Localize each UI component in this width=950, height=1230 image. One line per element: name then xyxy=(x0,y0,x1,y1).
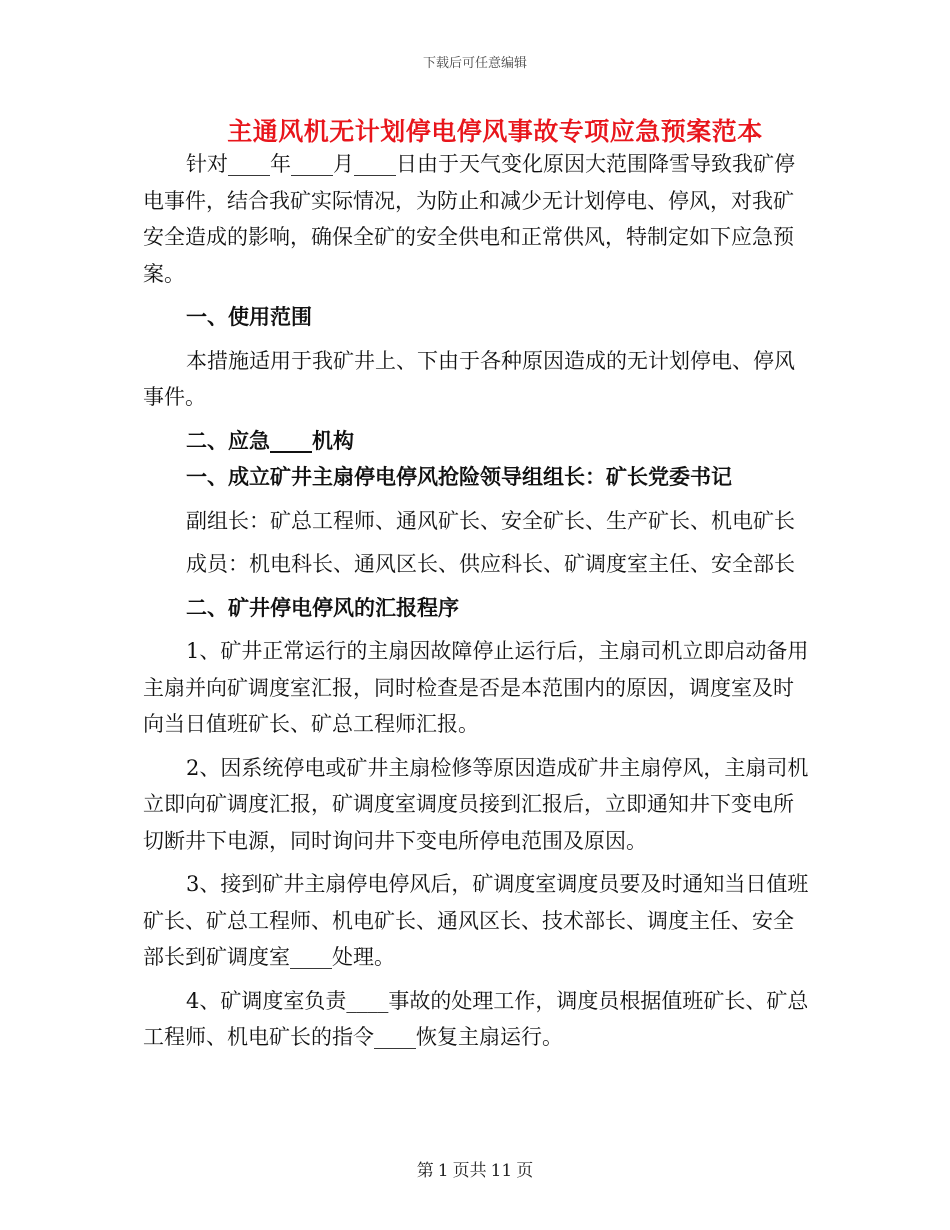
page-mid: 页共 xyxy=(452,1161,487,1181)
section-heading-reporting: 二、矿井停电停风的汇报程序 xyxy=(186,594,459,620)
section-heading-organization: 二、应急____机构 xyxy=(186,427,354,453)
page-total: 11 xyxy=(490,1161,513,1181)
members-paragraph: 成员：机电科长、通风区长、供应科长、矿调度室主任、安全部长 xyxy=(186,552,795,576)
header-note: 下载后可任意编辑 xyxy=(422,56,527,71)
page-suffix: 页 xyxy=(516,1161,534,1181)
leadership-group-heading: 一、成立矿井主扇停电停风抢险领导组组长：矿长党委书记 xyxy=(186,464,732,489)
page-prefix: 第 xyxy=(416,1161,434,1181)
deputy-leaders-paragraph: 副组长：矿总工程师、通风矿长、安全矿长、生产矿长、机电矿长 xyxy=(186,508,795,533)
reporting-step-3: 3、接到矿井主扇停电停风后，矿调度室调度员要及时通知当日值班矿长、矿总工程师、机电矿长、通风区长、技术部长、调度主任、安全部长到矿调度室____处理。 xyxy=(143,872,809,969)
page-number: 1 xyxy=(437,1161,449,1181)
intro-paragraph: 针对____年____月____日由于天气变化原因大范围降雪导致我矿停电事件，结合我矿实际情况，为防止和减少无计划停电、停风，对我矿安全造成的影响，确保全矿的安全供电和正常供风，特制定如下应急预案。 xyxy=(143,152,795,286)
page-footer xyxy=(0,1156,950,1181)
document-title: 主通风机无计划停电停风事故专项应急预案范本 xyxy=(227,117,763,146)
document-body xyxy=(143,146,809,1056)
section-heading-scope: 一、使用范围 xyxy=(186,304,312,329)
reporting-step-4: 4、矿调度室负责____事故的处理工作，调度员根据值班矿长、矿总工程师、机电矿长的指令____恢复主扇运行。 xyxy=(143,988,809,1049)
reporting-step-1: 1、矿井正常运行的主扇因故障停止运行后，主扇司机立即启动备用主扇并向矿调度室汇报，同时检查是否是本范围内的原因，调度室及时向当日值班矿长、矿总工程师汇报。 xyxy=(143,639,809,736)
reporting-step-2: 2、因系统停电或矿井主扇检修等原因造成矿井主扇停风，主扇司机立即向矿调度汇报，矿调度室调度员接到汇报后，立即通知井下变电所切断井下电源，同时询问井下变电所停电范围及原因。 xyxy=(143,755,809,853)
scope-paragraph: 本措施适用于我矿井上、下由于各种原因造成的无计划停电、停风事件。 xyxy=(143,348,795,409)
